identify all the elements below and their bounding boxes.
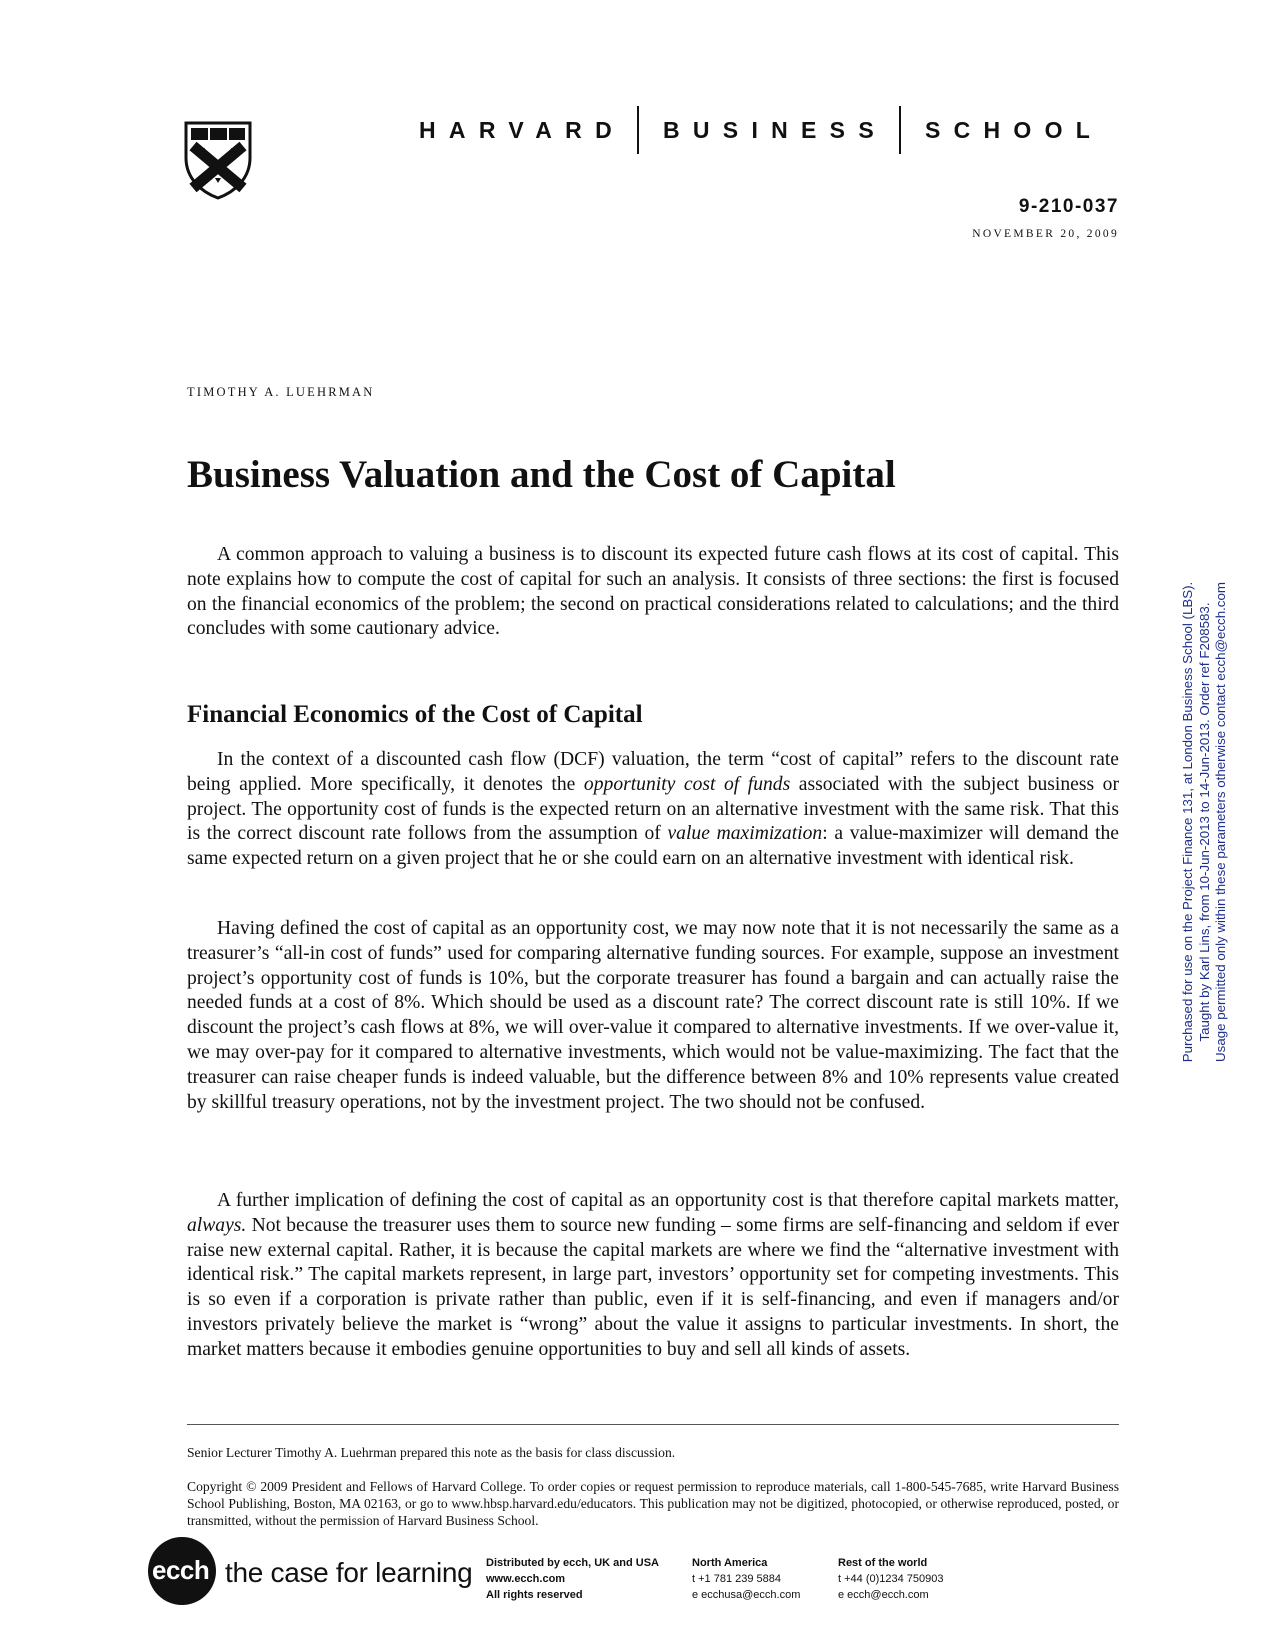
watermark-line-2: Taught by Karl Lins, from 10-Jun-2013 to 14-Jun-2013. Order ref F208583. [1196, 602, 1212, 1042]
text-run: associated with the subject business or project. The opportunity cost of funds is the expected return on an alternative investment with the same risk. That this is the correct discount rate follows from the assumption of [187, 773, 1119, 845]
body-paragraph-3 [187, 1189, 1119, 1363]
masthead-word-3: SCHOOL [924, 116, 1104, 143]
usage-watermark [1180, 562, 1228, 1082]
section-heading: Financial Economics of the Cost of Capital [187, 701, 643, 728]
masthead [419, 106, 1119, 154]
author-name: TIMOTHY A. LUEHRMAN [187, 385, 375, 399]
watermark-line-3: Usage permitted only within these parameters otherwise contact ecch@ecch.com [1213, 582, 1228, 1062]
masthead-divider [637, 106, 639, 154]
footnote-author: Senior Lecturer Timothy A. Luehrman prepared this note as the basis for class discussion. [187, 1445, 676, 1460]
emphasis-text: value maximization [667, 823, 823, 845]
harvard-shield-logo [183, 120, 253, 200]
masthead-divider [899, 106, 901, 154]
footnote-divider [187, 1424, 1119, 1425]
distributor-heading: Distributed by ecch, UK and USA [486, 1557, 659, 1569]
distributor-rights: All rights reserved [486, 1589, 583, 1601]
footnote-copyright: Copyright © 2009 President and Fellows of Harvard College. To order copies or request permission to reproduce materials, call 1-800-545-7685, write Harvard Business School Publishing, Boston, MA 02163, or go to www.hbsp.harvard.edu/educators. This publication may not be digitized, photocopied, or otherwise reproduced, posted, or transmitted, without the permission of Harvard Business School. [187, 1479, 1119, 1528]
rest-of-world-heading: Rest of the world [838, 1557, 928, 1569]
north-america-contact [692, 1555, 800, 1603]
masthead-word-1: HARVARD [419, 116, 625, 143]
emphasis-text: opportunity cost of funds [583, 773, 791, 795]
north-america-email: e ecchusa@ecch.com [692, 1589, 801, 1601]
distributor-website: www.ecch.com [486, 1573, 566, 1585]
rest-of-world-contact [838, 1555, 944, 1603]
text-run: A further implication of defining the cost of capital as an opportunity cost is that therefore capital markets matter, [217, 1190, 1119, 1211]
masthead-word-2: BUSINESS [662, 116, 887, 143]
body-paragraph-1 [187, 748, 1119, 872]
ecch-logo-text: ecch [152, 1555, 210, 1585]
page-title: Business Valuation and the Cost of Capital [187, 453, 896, 496]
north-america-heading: North America [692, 1557, 768, 1569]
text-run: : a value-maximizer will demand the same expected return on a given project that he or she could earn on an alternative investment with identical risk. [187, 823, 1119, 870]
intro-paragraph: A common approach to valuing a business is to discount its expected future cash flows at its cost of capital. This note explains how to compute the cost of capital for such an analysis. It consists of three sections: the first is focused on the financial economics of the problem; the second on practical considerations related to calculations; and the third concludes with some cautionary advice. [187, 544, 1119, 640]
text-run: Not because the treasurer uses them to source new funding – some firms are self-financing and seldom if ever raise new external capital. Rather, it is because the capital markets are where we find the “alternative investment with identical risk.” The capital markets represent, in large part, investors’ opportunity set for competing investments. This is so even if a corporation is private rather than public, even if it is self-financing, and even if managers and/or investors privately believe the market is “wrong” about the value it assigns to particular investments. In short, the market matters because it embodies genuine opportunities to buy and sell all kinds of assets. [187, 1214, 1119, 1360]
document-date: NOVEMBER 20, 2009 [972, 228, 1119, 240]
ecch-tagline: the case for learning [225, 1557, 473, 1588]
watermark-line-1: Purchased for use on the Project Finance 131, at London Business School (LBS). [1180, 581, 1195, 1063]
rest-of-world-email: e ecch@ecch.com [838, 1589, 929, 1601]
emphasis-text: always. [187, 1214, 247, 1236]
north-america-phone: t +1 781 239 5884 [692, 1573, 781, 1585]
body-paragraph-2: Having defined the cost of capital as an opportunity cost, we may now note that it is not necessarily the same as a treasurer’s “all-in cost of funds” used for comparing alternative funding sources. For example, suppose an investment project’s opportunity cost of funds is 10%, but the corporate treasurer has found a bargain and can actually raise the needed funds at a cost of 8%. Which should be used as a discount rate? The correct discount rate is still 10%. If we discount the project’s cash flows at 8%, we will over-value it compared to alternative investments. If we over-value it, we may over-pay for it compared to alternative investments, which would not be value-maximizing. The fact that the treasurer can raise cheaper funds is indeed valuable, but the difference between 8% and 10% represents value created by skillful treasury operations, not by the investment project. The two should not be confused. [187, 918, 1119, 1113]
document-number: 9-210-037 [1018, 196, 1119, 217]
distributor-info [486, 1555, 659, 1603]
rest-of-world-phone: t +44 (0)1234 750903 [838, 1573, 944, 1585]
text-run: In the context of a discounted cash flow (DCF) valuation, the term “cost of capital” refers to the discount rate being applied. More specifically, it denotes the [187, 749, 1119, 795]
